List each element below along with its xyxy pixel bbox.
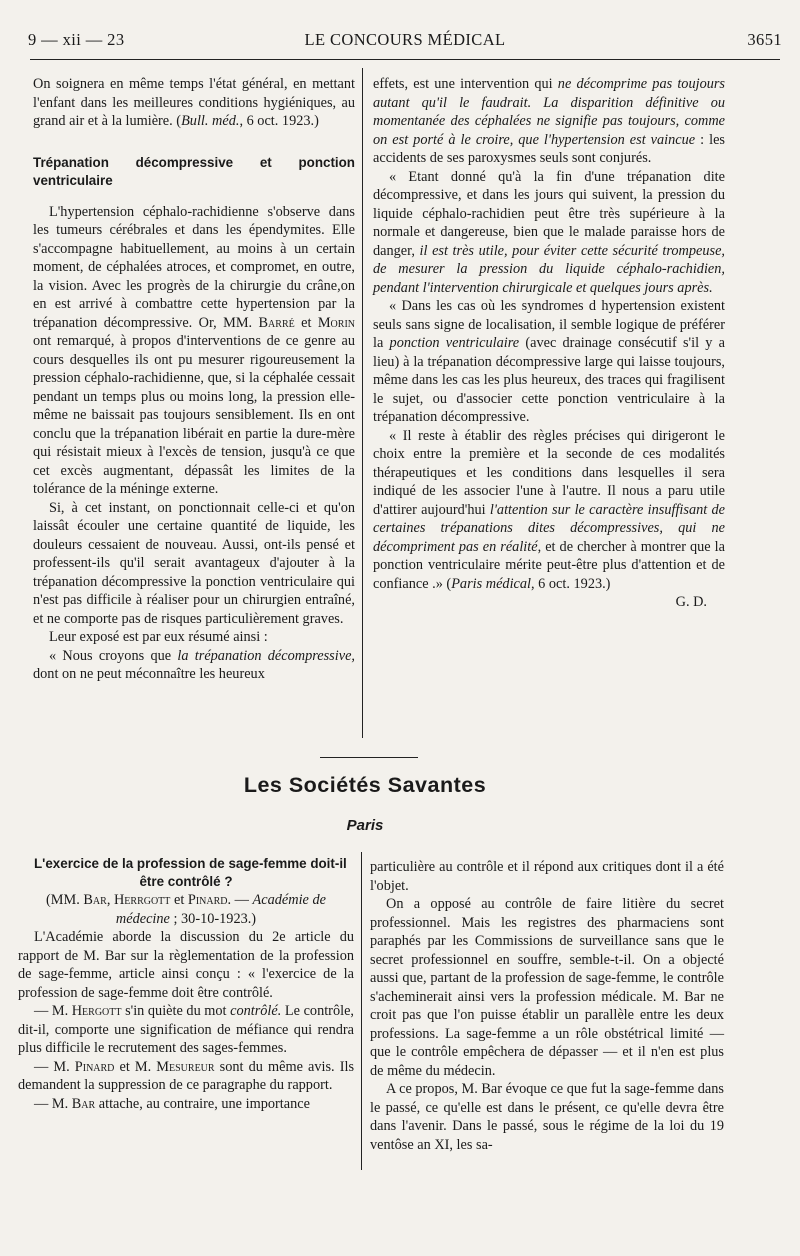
author-name: Bar xyxy=(71,1095,96,1112)
paragraph xyxy=(33,75,355,131)
article-title-line: être contrôlé ? xyxy=(139,874,233,889)
text: « Etant donné qu'à la fin d'une trépanation dite décompressive, et dans les jours qui suivent, la pression du liquide céphalo-rachidien peut être très supérieure à la normale et dangereuse, bien que le malade paraisse hors de danger, xyxy=(373,168,725,259)
header-rule xyxy=(30,59,780,60)
paragraph xyxy=(373,168,725,298)
text: « Il reste à établir des règles précises qui dirigeront le choix entre la première et la seconde de ces modalités thérapeutiques et les conditions dans lesquelles il sera indiqué de les associer l'une à l'autre. Il nous a paru utile d'attirer aujourd'hui xyxy=(373,427,725,518)
text: Le contrôle, dit-il, comporte une signification de méfiance qui rendra plus difficile le recrutement des sages-femmes. xyxy=(18,1003,354,1056)
text: — M. xyxy=(34,1058,75,1075)
column-upper-right xyxy=(373,75,725,612)
text: ; 30-10-1923.) xyxy=(169,910,257,927)
text: (MM. xyxy=(46,892,84,908)
text: s'in quiète du mot xyxy=(121,1003,231,1019)
paragraph xyxy=(18,1002,354,1058)
author-name: Pinard xyxy=(74,1058,115,1075)
italic-text: ne décomprime pas toujours autant qu'il le faudrait. La disparition définitive ou momentanée des céphalées ne signifie pas toujours, comme on est porté à le croire, que l'hypertension est vaincue xyxy=(373,76,725,148)
text: « Nous croyons que xyxy=(49,647,178,664)
author-name: Mesureur xyxy=(156,1058,215,1075)
text: (avec drainage consécutif s'il y a lieu) à la trépanation décompressive large qui laisse toujours, même dans les cas les plus heureux, des traces qui fragilisent le sujet, ou d'associer cette ponction ventriculaire à la trépanation décompressive. xyxy=(373,335,725,425)
author-name: Pinard xyxy=(187,892,228,908)
paragraph xyxy=(373,297,725,427)
section-rule xyxy=(320,757,418,758)
text: , 6 oct. 1923.) xyxy=(239,113,319,129)
article-title-line: L'exercice de la profession de sage-femme doit-il xyxy=(34,856,347,871)
column-divider xyxy=(362,68,363,738)
text: et M. xyxy=(114,1058,157,1075)
citation: Paris médical xyxy=(451,575,532,592)
article-title xyxy=(18,855,354,891)
italic-text: la trépanation décompressive, xyxy=(177,647,355,664)
text: ont remarqué, à propos d'interventions de ce genre au cours desquelles ils ont pu mesurer rigoureusement la pression céphalo-rachidienne, que, si la céphalée cessait pendant un temps plus ou moins long, la pression elle-même ne baissait pas toujours sensiblement. Ils en ont conclu que la trépanation libérait en partie la dure-mère qui résistait mieux à l'excès de tension, jusqu'à ce que cet excès augmentant, dépassât les limites de la tolérance de la méninge externe. xyxy=(33,333,355,497)
author-name: Morin xyxy=(317,314,355,331)
text: — M. xyxy=(34,1003,72,1019)
text: : les accidents de ses paroxysmes seuls sont conjurés. xyxy=(373,131,725,166)
text: « Dans les cas où les syndromes d hypertension existent seuls sans signe de localisation, il semble logique de préférer la xyxy=(373,298,725,351)
citation: Académie de médecine xyxy=(115,892,326,927)
paragraph: Si, à cet instant, on ponctionnait celle-ci et qu'on laissât écouler une certaine quantité de liquide, les douleurs cessaient de nouveau. Aussi, ont-ils pensé et professent-ils qu'il serait avantageux d'ajouter à la trépanation décompressive la ponction ventriculaire qui n'est pas difficile à réaliser pour un chirurgien entraîné, et ne comporte pas de risques particulièrement graves. xyxy=(33,499,355,627)
paragraph xyxy=(33,647,355,684)
journal-title: LE CONCOURS MÉDICAL xyxy=(304,30,506,49)
text: L'hypertension céphalo-rachidienne s'observe dans les tumeurs cérébrales et dans les épendymites. Elle s'accompagne habituellement, au moins à un certain moment, de céphalées atroces, et compromet, en outre, la vision. Avec les progrès de la chirurgie du crâne,on en est arrivé à combattre cette hypertension par la trépanation décompressive. Or, MM. xyxy=(33,203,355,331)
italic-text: contrôlé. xyxy=(230,1003,282,1019)
paragraph: Leur exposé est par eux résumé ainsi : xyxy=(49,629,268,645)
text: et xyxy=(170,892,188,908)
text: sont du même avis. Ils demandent la suppression de ce paragraphe du rapport. xyxy=(18,1058,355,1093)
paragraph: A ce propos, M. Bar évoque ce que fut la sage-femme dans le passé, ce qu'elle est dans le présent, ce qu'elle devra être dans l'avenir. Dans le passé, sous le régime de la loi du 19 ventôse an XI, les sa- xyxy=(370,1081,724,1153)
text: . — xyxy=(227,892,253,908)
section-subhead: Trépanation décompressive et ponction ventriculaire xyxy=(33,154,355,188)
column-lower-right xyxy=(370,858,724,1154)
text: , et de chercher à montrer que la ponction ventriculaire mérite peut-être plus d'attention et de confiance .» ( xyxy=(373,538,725,592)
text: On soignera en même temps l'état général, en mettant l'enfant dans les meilleures conditions hygiéniques, au grand air et à la lumière. ( xyxy=(33,76,355,129)
section-title: Les Sociétés Savantes xyxy=(243,773,487,797)
section-subtitle: Paris xyxy=(346,817,384,834)
paragraph: particulière au contrôle et il répond aux critiques dont il a été l'objet. xyxy=(370,859,724,894)
column-upper-left xyxy=(33,75,355,684)
author-name: Barré xyxy=(258,314,295,331)
signature: G. D. xyxy=(675,594,707,610)
paragraph xyxy=(373,75,725,168)
italic-text: l'attention sur le caractère insuffisant de certaines trépanations dites décompressives, qui ne décompriment pas en réalité xyxy=(373,501,725,555)
italic-text: ponction ventriculaire xyxy=(389,335,520,351)
running-header xyxy=(28,30,782,52)
italic-text: il est très utile, pour éviter cette sécurité trompeuse, de mesurer la pression du liquide céphalo-rachidien, pendant l'intervention chirurgicale et quelques jours après. xyxy=(373,242,725,296)
author-name: Hergott xyxy=(71,1003,122,1019)
text: attache, au contraire, une importance xyxy=(95,1095,310,1112)
author-name: Bar xyxy=(83,892,107,908)
article-meta xyxy=(18,891,354,928)
paragraph xyxy=(18,1095,354,1114)
text: , xyxy=(106,892,114,908)
paragraph xyxy=(18,1058,354,1095)
author-name: Herrgott xyxy=(113,892,171,908)
paragraph: On a opposé au contrôle de faire litière du secret professionnel. Mais les registres des pharmaciens sont paraphés par les Commissions de surveillance sans que le secret professionnel en souffre, semble-t-il. On a objecté aussi que, partant de la profession de sage-femme, le contrôle s'acheminerait ainsi vers la profession médicale. M. Bar ne croit pas que l'on puisse établir un parallèle entre les deux professions. La sage-femme a un rôle obstétrical limité — que le contrôle empêchera de dépasser — et il n'en est plus de même du médecin. xyxy=(370,896,724,1079)
text: effets, est une intervention qui xyxy=(373,76,558,92)
issue-date: 9 — xii — 23 xyxy=(28,30,125,49)
paragraph xyxy=(373,427,725,594)
text: , 6 oct. 1923.) xyxy=(531,575,611,592)
column-lower-left xyxy=(18,855,354,1113)
paragraph xyxy=(33,203,355,499)
citation: Bull. méd. xyxy=(181,113,240,129)
page-number: 3651 xyxy=(747,30,782,49)
text: et xyxy=(294,314,318,331)
text: — M. xyxy=(34,1095,72,1112)
paragraph: L'Académie aborde la discussion du 2e article du rapport de M. Bar sur la règlementation de la profession de sage-femme, article ainsi conçu : « l'exercice de la profession de sage-femme doit être contrôlé. xyxy=(18,929,354,1001)
text: dont on ne peut méconnaître les heureux xyxy=(33,666,265,682)
column-divider xyxy=(361,852,362,1170)
